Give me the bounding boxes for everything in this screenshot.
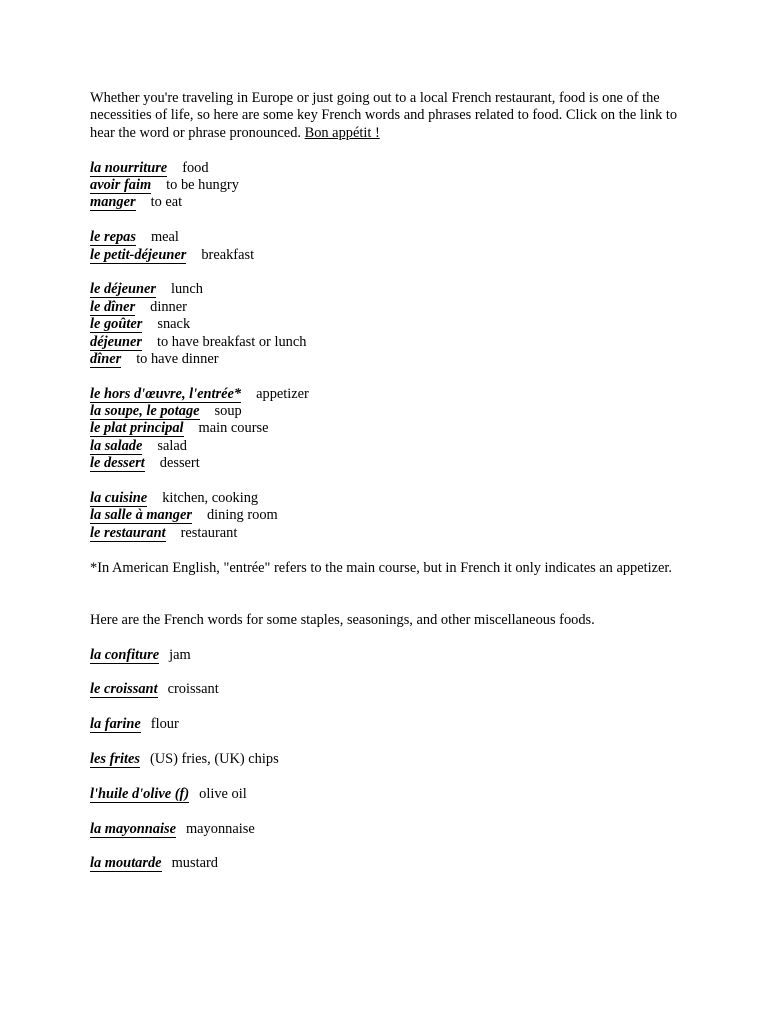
french-suffix: , le potage <box>139 403 200 420</box>
staple-group <box>90 647 680 664</box>
french-term-link[interactable] <box>90 317 142 333</box>
french-term-link[interactable] <box>90 161 167 177</box>
staple-group <box>90 786 680 803</box>
article: l' <box>90 785 98 802</box>
french-term-link[interactable] <box>90 856 162 872</box>
french-word: repas <box>103 229 136 246</box>
article: la <box>90 646 105 663</box>
french-word: déjeuner <box>103 281 156 298</box>
french-term-link[interactable] <box>90 352 121 368</box>
vocab-group <box>90 281 680 368</box>
english-translation: to have breakfast or lunch <box>156 333 307 350</box>
french-word: goûter <box>103 316 143 333</box>
vocab-entry <box>90 299 680 316</box>
article: la <box>90 403 105 420</box>
article: le <box>90 229 104 246</box>
staple-group <box>90 855 680 872</box>
french-word: hors d'œuvre <box>103 385 182 402</box>
vocab-entry <box>90 386 680 403</box>
vocab-entry <box>90 177 680 194</box>
vocab-entry <box>90 525 680 542</box>
article: le <box>90 246 104 263</box>
article: la <box>90 437 105 454</box>
vocab-entry <box>90 681 680 698</box>
staple-group <box>90 821 680 838</box>
french-word: plat principal <box>103 420 184 437</box>
french-word: cuisine <box>104 490 148 507</box>
french-word: soupe <box>104 403 140 420</box>
french-term-link[interactable] <box>90 491 147 507</box>
vocab-entry <box>90 281 680 298</box>
french-word: dessert <box>103 455 145 472</box>
english-translation: flour <box>150 716 179 733</box>
intro-paragraph <box>90 90 680 142</box>
article: le <box>90 316 104 333</box>
document-page <box>90 90 680 873</box>
french-term-link[interactable] <box>90 526 166 542</box>
french-term-link[interactable] <box>90 300 135 316</box>
french-term-link[interactable] <box>90 248 186 264</box>
english-translation: mustard <box>171 855 218 872</box>
article: le <box>90 298 104 315</box>
french-word: frites <box>109 750 140 767</box>
staple-group <box>90 751 680 768</box>
french-word: dîner <box>90 350 122 367</box>
article: la <box>90 507 105 524</box>
french-word: petit-déjeuner <box>103 246 187 263</box>
intro-text: Whether you're traveling in Europe or just going out to a local French restaurant, food is one of the necessities of life, so here are some key French words and phrases related to food. Click on the link to hear the word or phrase pronounced. <box>90 90 678 141</box>
french-suffix: (f) <box>171 785 190 802</box>
vocab-group <box>90 490 680 542</box>
french-term-link[interactable] <box>90 178 151 194</box>
french-term-link[interactable] <box>90 387 241 403</box>
vocab-entry <box>90 751 680 768</box>
french-word: farine <box>104 716 141 733</box>
french-term-link[interactable] <box>90 282 156 298</box>
french-word: déjeuner <box>90 333 142 350</box>
article: le <box>90 420 104 437</box>
french-word: moutarde <box>104 855 162 872</box>
english-translation: (US) fries, (UK) chips <box>149 750 279 767</box>
vocab-entry <box>90 247 680 264</box>
french-term-link[interactable] <box>90 335 142 351</box>
english-translation: to be hungry <box>166 177 239 193</box>
article: le <box>90 455 104 472</box>
french-word: croissant <box>103 681 158 698</box>
french-word: huile d'olive <box>98 785 172 802</box>
vocab-entry <box>90 438 680 455</box>
vocab-entry <box>90 334 680 351</box>
vocab-group <box>90 386 680 473</box>
vocab-entry <box>90 420 680 437</box>
french-term-link[interactable] <box>90 195 136 211</box>
article: le <box>90 281 104 298</box>
english-translation: dining room <box>206 507 278 524</box>
french-term-link[interactable] <box>90 787 189 803</box>
staple-group <box>90 681 680 698</box>
vocab-group <box>90 229 680 264</box>
article: le <box>90 524 104 541</box>
vocab-entry <box>90 855 680 872</box>
article: la <box>90 159 105 176</box>
english-translation: croissant <box>167 681 219 698</box>
french-word: salle à manger <box>104 507 192 524</box>
vocab-entry <box>90 403 680 420</box>
vocab-entry <box>90 507 680 524</box>
vocab-entry <box>90 160 680 177</box>
english-translation: soup <box>214 403 242 420</box>
french-word: nourriture <box>104 159 168 176</box>
vocab-entry <box>90 821 680 838</box>
english-translation: to eat <box>150 194 183 211</box>
english-translation: breakfast <box>201 246 255 263</box>
staples-intro: Here are the French words for some staples, seasonings, and other miscellaneous foods. <box>90 611 595 628</box>
english-translation: restaurant <box>180 524 238 541</box>
english-translation: kitchen, cooking <box>162 490 259 507</box>
english-translation: to have dinner <box>136 350 219 367</box>
french-term-link[interactable] <box>90 404 200 420</box>
french-suffix: , l'entrée* <box>181 385 242 402</box>
french-term-link[interactable] <box>90 717 141 733</box>
french-word: confiture <box>104 646 160 663</box>
article: le <box>90 385 104 402</box>
french-word: salade <box>104 437 143 454</box>
vocabulary-groups <box>90 160 680 543</box>
english-translation: lunch <box>170 281 203 298</box>
article: la <box>90 855 105 872</box>
french-term-link[interactable] <box>90 439 142 455</box>
english-translation: meal <box>150 229 179 246</box>
article: la <box>90 820 105 837</box>
french-word: dîner <box>103 298 136 315</box>
article: la <box>90 490 105 507</box>
article: la <box>90 716 105 733</box>
vocab-entry <box>90 490 680 507</box>
french-word: manger <box>90 194 136 211</box>
article: les <box>90 750 110 767</box>
french-term-link[interactable] <box>90 456 145 472</box>
vocab-entry <box>90 229 680 246</box>
vocab-entry <box>90 786 680 803</box>
french-word: avoir faim <box>90 177 152 193</box>
english-translation: olive oil <box>199 785 247 802</box>
vocab-group <box>90 160 680 212</box>
french-term-link[interactable] <box>90 421 184 437</box>
english-translation: mayonnaise <box>185 820 255 837</box>
french-term-link[interactable] <box>90 230 136 246</box>
french-term-link[interactable] <box>90 648 159 664</box>
staples-list <box>90 647 680 873</box>
french-term-link[interactable] <box>90 822 176 838</box>
french-word: mayonnaise <box>104 820 176 837</box>
vocab-entry <box>90 316 680 333</box>
article: le <box>90 681 104 698</box>
english-translation: food <box>182 159 209 176</box>
english-translation: salad <box>157 437 187 454</box>
staple-group <box>90 716 680 733</box>
bon-appetit-link[interactable]: Bon appétit ! <box>304 124 380 141</box>
french-term-link[interactable] <box>90 508 192 524</box>
english-translation: appetizer <box>256 385 309 402</box>
vocab-entry <box>90 716 680 733</box>
french-term-link[interactable] <box>90 682 158 698</box>
vocab-entry <box>90 351 680 368</box>
french-word: restaurant <box>103 524 166 541</box>
entree-footnote: *In American English, "entrée" refers to the main course, but in French it only indicates an appetizer. <box>90 559 672 576</box>
vocab-entry <box>90 455 680 472</box>
vocab-entry <box>90 647 680 664</box>
french-term-link[interactable] <box>90 752 140 768</box>
english-translation: jam <box>169 646 191 663</box>
english-translation: snack <box>157 316 191 333</box>
vocab-entry <box>90 194 680 211</box>
english-translation: dinner <box>150 298 187 315</box>
english-translation: dessert <box>159 455 200 472</box>
english-translation: main course <box>198 420 269 437</box>
